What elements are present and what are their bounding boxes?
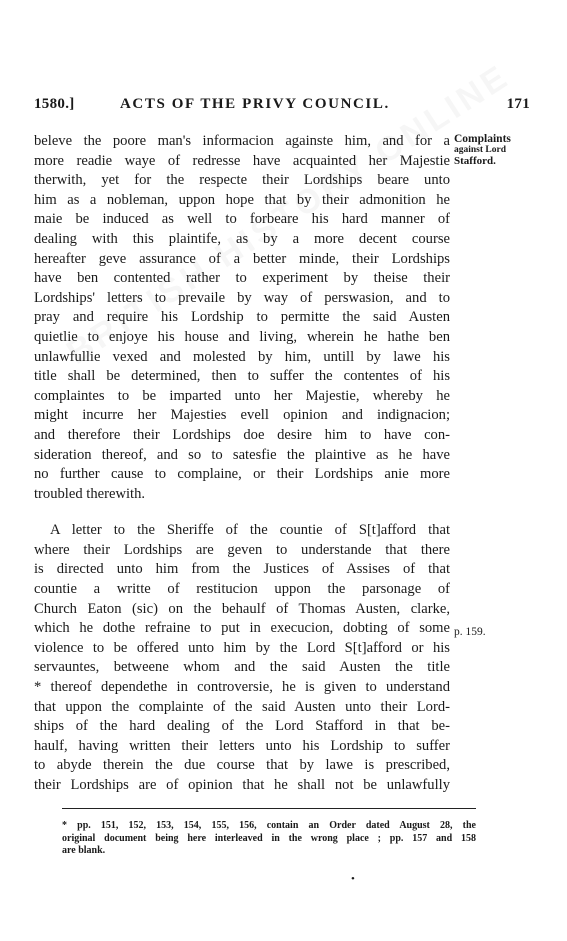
text-line: therwith, yet for the respecte their Lordships beare unto bbox=[34, 172, 450, 189]
text-line: him as a nobleman, uppon hope that by their admonition he bbox=[34, 191, 450, 208]
text-line: pray and require his Lordship to permitte the said Austen bbox=[34, 309, 450, 326]
text-line: that uppon the complainte of the said Austen unto their Lord- bbox=[34, 698, 450, 715]
text-line: ships of the hard dealing of the Lord Stafford in that be- bbox=[34, 718, 450, 735]
text-line: maie be induced as well to forbeare his hard manner of bbox=[34, 211, 450, 228]
paragraph-2 bbox=[34, 521, 450, 795]
text-line: haulf, having written their letters unto his Lordship to suffer bbox=[34, 737, 450, 754]
text-line: might incurre her Majesties evell opinion and indignacion; bbox=[34, 407, 450, 424]
text-line: to abyde therein the due course that by lawe is prescribed, bbox=[34, 757, 450, 774]
stray-mark: • bbox=[351, 873, 355, 885]
text-line: violence to be offered unto him by the Lord S[t]afford or his bbox=[34, 639, 450, 656]
text-line: their Lordships are of opinion that he shall not be unlawfully bbox=[34, 777, 450, 793]
marginal-page-ref: p. 159. bbox=[454, 626, 486, 638]
marginal-note-line: against Lord bbox=[454, 145, 506, 155]
marginal-note-line: Stafford. bbox=[454, 155, 496, 167]
text-line: sideration thereof, and so to satesfie the plaintive as he have bbox=[34, 446, 450, 463]
text-line: which he dothe refraine to put in execucion, dobting of some bbox=[34, 620, 450, 637]
text-line: and therefore their Lordships doe desire him to have con- bbox=[34, 426, 450, 443]
footnote-line: are blank. bbox=[62, 845, 106, 856]
document-body bbox=[34, 132, 450, 796]
footnote-line: original document being here interleaved in the wrong place ; pp. 157 and 158 bbox=[62, 832, 476, 844]
marginal-note-line: Complaints bbox=[454, 133, 511, 145]
text-line: countie a writte of restitucion uppon the parsonage of bbox=[34, 581, 450, 598]
paragraph-1 bbox=[34, 132, 450, 504]
text-line: no further cause to complaine, or their Lordships anie more bbox=[34, 466, 450, 483]
footnote bbox=[62, 820, 476, 858]
text-line: beleve the poore man's informacion againste him, and for a bbox=[34, 133, 450, 149]
page-number: 171 bbox=[506, 96, 530, 112]
text-line: unlawfullie vexed and molested by him, untill by lawe his bbox=[34, 348, 450, 365]
text-line: quietlie to enjoye his house and living, wherein he hathe ben bbox=[34, 328, 450, 345]
footnote-rule bbox=[62, 808, 476, 809]
text-line: complaintes to be imparted unto her Majestie, whereby he bbox=[34, 387, 450, 404]
text-line: title shall be determined, then to suffer the contentes of his bbox=[34, 368, 450, 385]
header-title: ACTS OF THE PRIVY COUNCIL. bbox=[120, 96, 390, 112]
text-line: * thereof dependethe in controversie, he is given to understand bbox=[34, 679, 450, 696]
text-line: dealing with this plaintife, as by a more decent course bbox=[34, 230, 450, 247]
text-line: servauntes, betweene whom and the said Austen the title bbox=[34, 659, 450, 676]
text-line: hereafter geve assurance of a better minde, their Lordships bbox=[34, 250, 450, 267]
text-line: have ben contented rather to experiment by theise their bbox=[34, 270, 450, 287]
text-line: is directed unto him from the Justices of Assises of that bbox=[34, 561, 450, 578]
footnote-line: * pp. 151, 152, 153, 154, 155, 156, contain an Order dated August 28, the bbox=[62, 820, 476, 831]
text-line: more readie waye of redresse have acquainted her Majestie bbox=[34, 152, 450, 169]
text-line: A letter to the Sheriffe of the countie of S[t]afford that bbox=[50, 522, 450, 539]
header-year: 1580.] bbox=[34, 96, 75, 112]
text-line: Lordships' letters to prevaile by way of perswasion, and to bbox=[34, 289, 450, 306]
text-line: Church Eaton (sic) on the behaulf of Thomas Austen, clarke, bbox=[34, 600, 450, 617]
text-line: where their Lordships are geven to understande that there bbox=[34, 541, 450, 558]
marginal-note bbox=[454, 134, 511, 167]
text-line: troubled therewith. bbox=[34, 485, 146, 502]
